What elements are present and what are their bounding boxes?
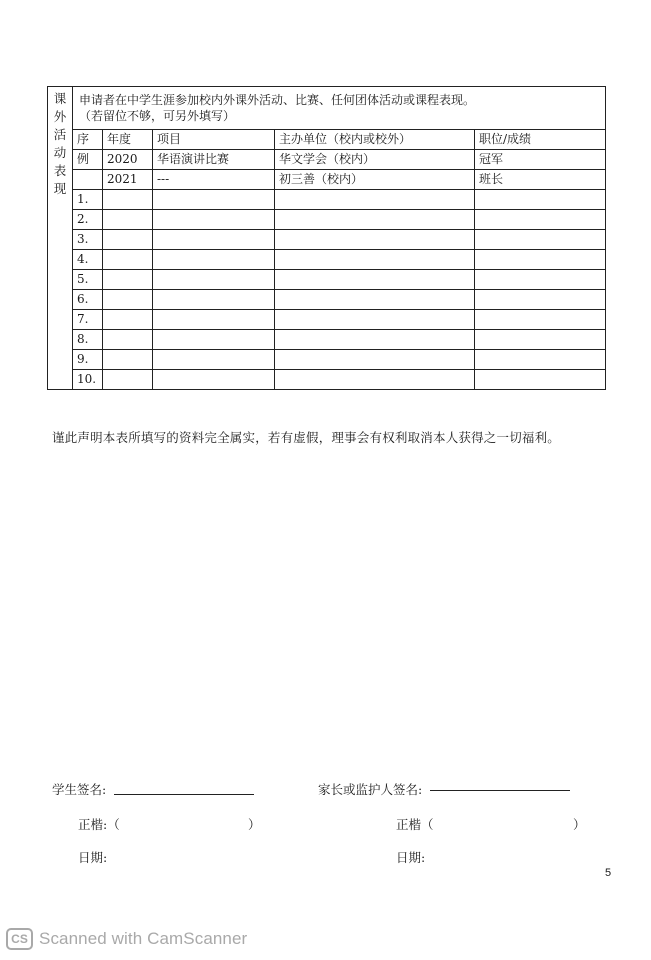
row-number: 4. — [73, 250, 103, 270]
intro-text: 申请者在中学生涯参加校内外课外活动、比赛、任何团体活动或课程表现。 — [79, 93, 476, 107]
item-cell[interactable] — [153, 270, 275, 290]
declaration-text: 谨此声明本表所填写的资料完全属实，若有虚假，理事会有权利取消本人获得之一切福利。 — [52, 430, 561, 445]
organizer-cell[interactable] — [275, 330, 475, 350]
table-intro-row — [48, 87, 606, 130]
year-cell[interactable] — [103, 210, 153, 230]
table-row — [48, 350, 606, 370]
table-row — [48, 310, 606, 330]
row-number: 7. — [73, 310, 103, 330]
student-printed-name-label: 正楷:（ — [78, 817, 120, 832]
intro-cell — [73, 87, 606, 130]
row-number: 8. — [73, 330, 103, 350]
page-number: 5 — [605, 867, 612, 879]
organizer-cell[interactable] — [275, 350, 475, 370]
row-number: 10. — [73, 370, 103, 390]
position-cell[interactable] — [475, 370, 606, 390]
student-printed-name-close: ） — [248, 817, 261, 832]
year-cell[interactable] — [103, 250, 153, 270]
position-cell[interactable] — [475, 250, 606, 270]
side-label-cell — [48, 87, 73, 390]
student-date-label: 日期: — [78, 850, 108, 865]
year-cell[interactable] — [103, 310, 153, 330]
side-label-char: 课 — [53, 91, 67, 106]
row-number: 2. — [73, 210, 103, 230]
student-signature-line[interactable] — [114, 794, 254, 795]
parent-signature-line[interactable] — [430, 790, 570, 791]
item-cell[interactable] — [153, 310, 275, 330]
year-cell[interactable] — [103, 350, 153, 370]
table-row — [48, 370, 606, 390]
example-position: 冠军 — [475, 150, 606, 170]
example-organizer: 初三善（校内） — [275, 170, 475, 190]
organizer-cell[interactable] — [275, 370, 475, 390]
header-position: 职位/成绩 — [475, 130, 606, 150]
item-cell[interactable] — [153, 350, 275, 370]
example-organizer: 华文学会（校内） — [275, 150, 475, 170]
side-label-char: 现 — [53, 181, 67, 196]
position-cell[interactable] — [475, 350, 606, 370]
row-number: 6. — [73, 290, 103, 310]
organizer-cell[interactable] — [275, 210, 475, 230]
header-year: 年度 — [103, 130, 153, 150]
intro-note: （若留位不够，可另外填写） — [79, 109, 236, 123]
item-cell[interactable] — [153, 230, 275, 250]
row-number: 1. — [73, 190, 103, 210]
organizer-cell[interactable] — [275, 230, 475, 250]
position-cell[interactable] — [475, 330, 606, 350]
position-cell[interactable] — [475, 190, 606, 210]
example-index: 例 — [73, 150, 103, 170]
parent-signature-label: 家长或监护人签名: — [318, 782, 423, 797]
item-cell[interactable] — [153, 210, 275, 230]
header-organizer: 主办单位（校内或校外） — [275, 130, 475, 150]
organizer-cell[interactable] — [275, 310, 475, 330]
year-cell[interactable] — [103, 190, 153, 210]
camscanner-watermark — [6, 926, 247, 952]
item-cell[interactable] — [153, 330, 275, 350]
item-cell[interactable] — [153, 290, 275, 310]
organizer-cell[interactable] — [275, 250, 475, 270]
year-cell[interactable] — [103, 290, 153, 310]
parent-printed-name-close: ） — [573, 817, 586, 832]
organizer-cell[interactable] — [275, 270, 475, 290]
row-number: 5. — [73, 270, 103, 290]
year-cell[interactable] — [103, 230, 153, 250]
header-item: 项目 — [153, 130, 275, 150]
table-row — [48, 230, 606, 250]
activity-table — [47, 86, 606, 390]
row-number: 3. — [73, 230, 103, 250]
table-row — [48, 290, 606, 310]
header-index: 序 — [73, 130, 103, 150]
example-row — [48, 150, 606, 170]
position-cell[interactable] — [475, 290, 606, 310]
example-year: 2020 — [103, 150, 153, 170]
item-cell[interactable] — [153, 250, 275, 270]
side-label-char: 外 — [53, 109, 67, 124]
side-label-char: 表 — [53, 163, 67, 178]
student-signature-label: 学生签名: — [52, 782, 107, 797]
item-cell[interactable] — [153, 190, 275, 210]
example-index — [73, 170, 103, 190]
year-cell[interactable] — [103, 370, 153, 390]
position-cell[interactable] — [475, 210, 606, 230]
parent-date-label: 日期: — [396, 850, 426, 865]
side-label-char: 活 — [53, 127, 67, 142]
year-cell[interactable] — [103, 270, 153, 290]
example-item: 华语演讲比赛 — [153, 150, 275, 170]
table-row — [48, 330, 606, 350]
parent-printed-name-label: 正楷（ — [396, 817, 434, 832]
table-row — [48, 210, 606, 230]
year-cell[interactable] — [103, 330, 153, 350]
example-year: 2021 — [103, 170, 153, 190]
organizer-cell[interactable] — [275, 290, 475, 310]
example-row — [48, 170, 606, 190]
table-row — [48, 270, 606, 290]
side-label-char: 动 — [53, 145, 67, 160]
table-header-row — [48, 130, 606, 150]
item-cell[interactable] — [153, 370, 275, 390]
position-cell[interactable] — [475, 230, 606, 250]
row-number: 9. — [73, 350, 103, 370]
position-cell[interactable] — [475, 310, 606, 330]
organizer-cell[interactable] — [275, 190, 475, 210]
table-row — [48, 190, 606, 210]
example-position: 班长 — [475, 170, 606, 190]
camscanner-logo-icon: CS — [6, 928, 33, 950]
example-item: --- — [153, 170, 275, 190]
watermark-text: Scanned with CamScanner — [39, 929, 248, 948]
position-cell[interactable] — [475, 270, 606, 290]
table-row — [48, 250, 606, 270]
